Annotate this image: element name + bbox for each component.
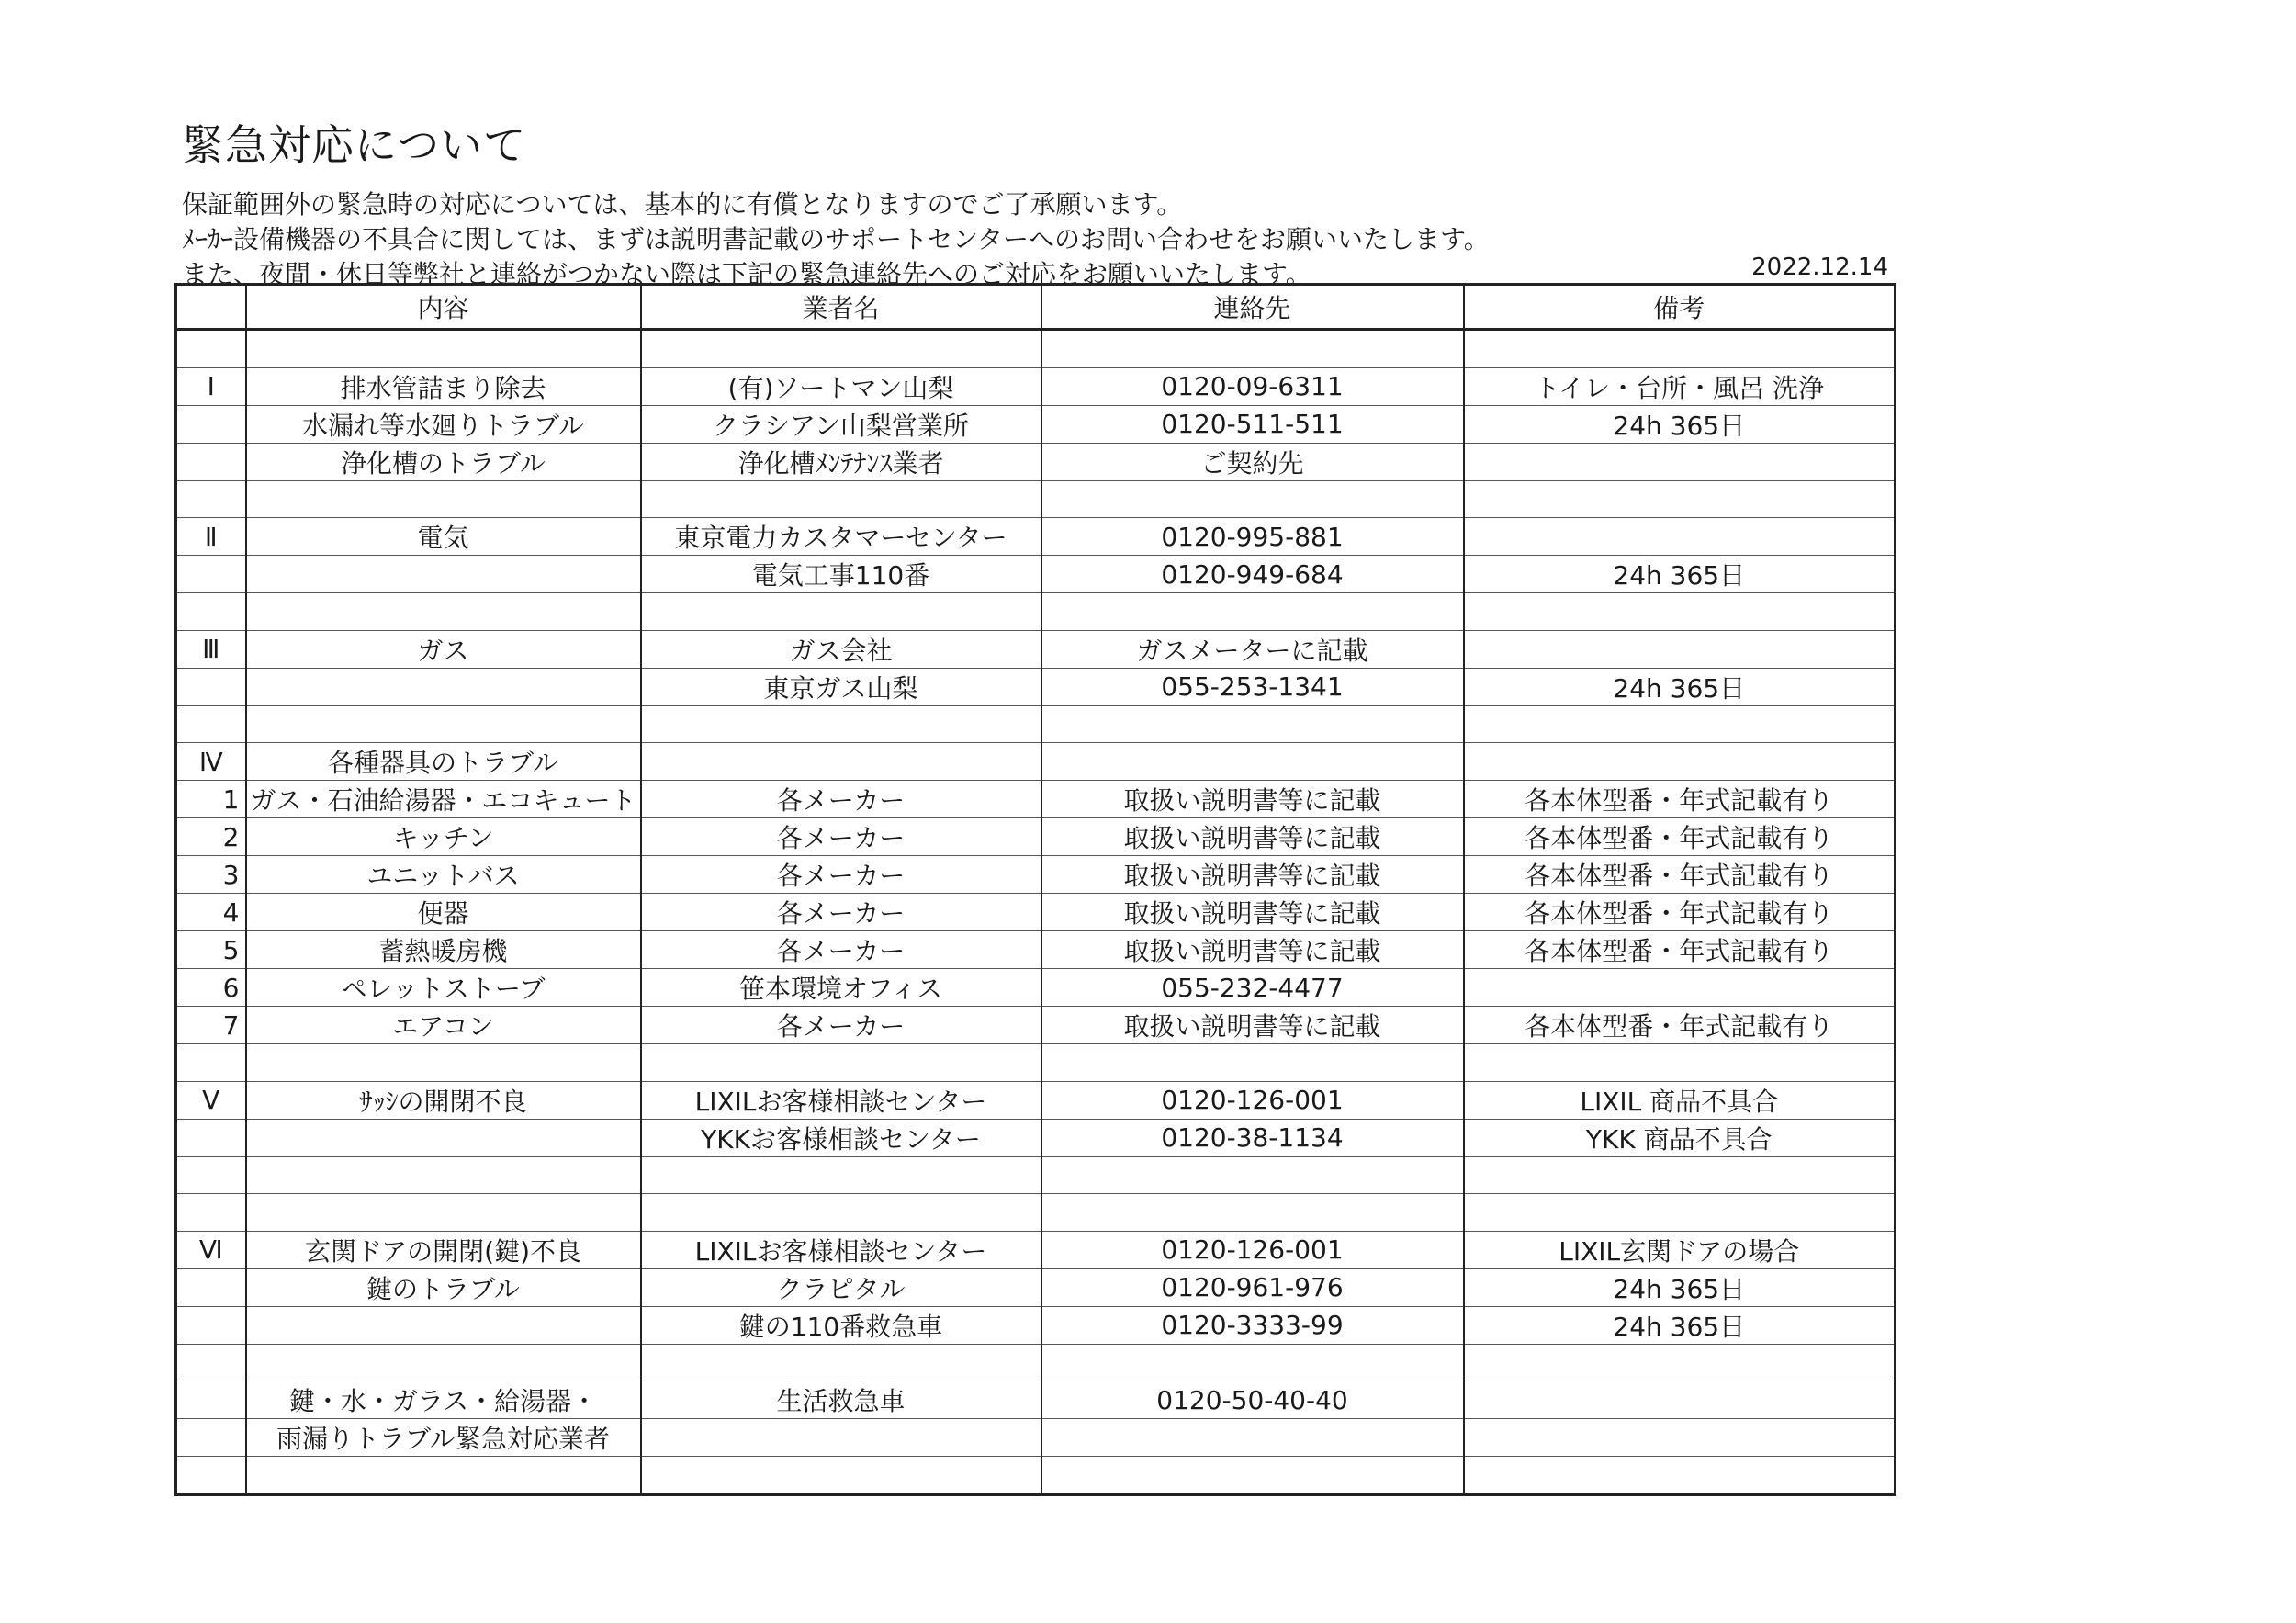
table-row bbox=[176, 1156, 1896, 1194]
cell-number: 1 bbox=[176, 781, 246, 818]
table-row bbox=[176, 969, 1896, 1007]
table-row bbox=[176, 1457, 1896, 1495]
cell-content bbox=[246, 1044, 641, 1082]
cell-remarks: 各本体型番・年式記載有り bbox=[1464, 781, 1896, 818]
cell-remarks bbox=[1464, 1381, 1896, 1419]
cell-remarks: 24h 365日 bbox=[1464, 668, 1896, 705]
cell-contact: 0120-50-40-40 bbox=[1041, 1381, 1464, 1419]
table-row bbox=[176, 818, 1896, 856]
cell-contact bbox=[1041, 593, 1464, 631]
cell-number: 4 bbox=[176, 894, 246, 931]
cell-remarks bbox=[1464, 630, 1896, 668]
cell-remarks: 各本体型番・年式記載有り bbox=[1464, 1007, 1896, 1044]
cell-number bbox=[176, 1156, 246, 1194]
cell-contact bbox=[1041, 1344, 1464, 1381]
cell-company: 笹本環境オフィス bbox=[641, 969, 1041, 1007]
cell-number bbox=[176, 705, 246, 743]
table-row bbox=[176, 1119, 1896, 1156]
cell-number bbox=[176, 668, 246, 705]
cell-number bbox=[176, 1381, 246, 1419]
cell-contact: 0120-09-6311 bbox=[1041, 367, 1464, 405]
cell-contact: 取扱い説明書等に記載 bbox=[1041, 931, 1464, 969]
cell-content bbox=[246, 1194, 641, 1232]
cell-contact: 0120-3333-99 bbox=[1041, 1306, 1464, 1344]
cell-company: クラシアン山梨営業所 bbox=[641, 405, 1041, 443]
cell-content: ガス・石油給湯器・エコキュート bbox=[246, 781, 641, 818]
table-row bbox=[176, 1419, 1896, 1457]
cell-content bbox=[246, 1344, 641, 1381]
cell-company: 東京ガス山梨 bbox=[641, 668, 1041, 705]
cell-remarks: LIXIL玄関ドアの場合 bbox=[1464, 1231, 1896, 1268]
cell-content bbox=[246, 1457, 641, 1495]
cell-content bbox=[246, 1119, 641, 1156]
cell-content bbox=[246, 593, 641, 631]
cell-contact: 055-232-4477 bbox=[1041, 969, 1464, 1007]
cell-company: 電気工事110番 bbox=[641, 556, 1041, 593]
cell-content: ペレットストーブ bbox=[246, 969, 641, 1007]
cell-number bbox=[176, 1419, 246, 1457]
cell-company: 浄化槽ﾒﾝﾃﾅﾝｽ業者 bbox=[641, 443, 1041, 480]
cell-remarks: 24h 365日 bbox=[1464, 556, 1896, 593]
cell-contact: 0120-38-1134 bbox=[1041, 1119, 1464, 1156]
cell-content: 電気 bbox=[246, 518, 641, 556]
cell-content bbox=[246, 330, 641, 368]
table-row bbox=[176, 367, 1896, 405]
cell-remarks bbox=[1464, 593, 1896, 631]
cell-number: Ⅳ bbox=[176, 743, 246, 781]
cell-content: ｻｯｼの開閉不良 bbox=[246, 1081, 641, 1119]
cell-contact bbox=[1041, 1194, 1464, 1232]
cell-content: 蓄熱暖房機 bbox=[246, 931, 641, 969]
cell-number: Ⅴ bbox=[176, 1081, 246, 1119]
cell-contact: 取扱い説明書等に記載 bbox=[1041, 894, 1464, 931]
table-row bbox=[176, 630, 1896, 668]
table-row bbox=[176, 1381, 1896, 1419]
cell-remarks bbox=[1464, 1156, 1896, 1194]
table-row bbox=[176, 1268, 1896, 1306]
cell-company: 生活救急車 bbox=[641, 1381, 1041, 1419]
cell-remarks bbox=[1464, 1457, 1896, 1495]
table-row bbox=[176, 894, 1896, 931]
cell-content: 鍵のトラブル bbox=[246, 1268, 641, 1306]
cell-number: 7 bbox=[176, 1007, 246, 1044]
cell-contact bbox=[1041, 480, 1464, 518]
cell-remarks: トイレ・台所・風呂 洗浄 bbox=[1464, 367, 1896, 405]
cell-number: 6 bbox=[176, 969, 246, 1007]
cell-contact bbox=[1041, 1457, 1464, 1495]
cell-number: Ⅱ bbox=[176, 518, 246, 556]
cell-remarks bbox=[1464, 1344, 1896, 1381]
cell-content bbox=[246, 480, 641, 518]
cell-company bbox=[641, 1457, 1041, 1495]
cell-company bbox=[641, 1419, 1041, 1457]
table-row bbox=[176, 1044, 1896, 1082]
cell-content: 便器 bbox=[246, 894, 641, 931]
cell-remarks bbox=[1464, 330, 1896, 368]
cell-remarks: LIXIL 商品不具合 bbox=[1464, 1081, 1896, 1119]
cell-remarks bbox=[1464, 480, 1896, 518]
cell-company: ガス会社 bbox=[641, 630, 1041, 668]
table-row bbox=[176, 668, 1896, 705]
table-header-row bbox=[176, 285, 1896, 330]
cell-company: 各メーカー bbox=[641, 1007, 1041, 1044]
cell-company bbox=[641, 1044, 1041, 1082]
cell-contact bbox=[1041, 1156, 1464, 1194]
intro-text bbox=[182, 187, 1908, 292]
table-row bbox=[176, 443, 1896, 480]
cell-contact bbox=[1041, 1419, 1464, 1457]
cell-number: 3 bbox=[176, 856, 246, 894]
cell-contact: 0120-126-001 bbox=[1041, 1231, 1464, 1268]
cell-content: 雨漏りトラブル緊急対応業者 bbox=[246, 1419, 641, 1457]
cell-number bbox=[176, 405, 246, 443]
cell-remarks bbox=[1464, 443, 1896, 480]
table-row bbox=[176, 330, 1896, 368]
cell-remarks bbox=[1464, 1194, 1896, 1232]
cell-content: 水漏れ等水廻りトラブル bbox=[246, 405, 641, 443]
cell-company bbox=[641, 743, 1041, 781]
table-row bbox=[176, 781, 1896, 818]
cell-content bbox=[246, 1306, 641, 1344]
cell-number bbox=[176, 480, 246, 518]
cell-content: エアコン bbox=[246, 1007, 641, 1044]
cell-contact bbox=[1041, 705, 1464, 743]
table-row bbox=[176, 405, 1896, 443]
cell-company bbox=[641, 330, 1041, 368]
cell-number bbox=[176, 1194, 246, 1232]
table-row bbox=[176, 931, 1896, 969]
cell-number bbox=[176, 556, 246, 593]
cell-number bbox=[176, 1457, 246, 1495]
cell-company bbox=[641, 480, 1041, 518]
cell-number bbox=[176, 330, 246, 368]
cell-company bbox=[641, 1194, 1041, 1232]
cell-contact: 取扱い説明書等に記載 bbox=[1041, 1007, 1464, 1044]
cell-remarks bbox=[1464, 969, 1896, 1007]
table-row bbox=[176, 1306, 1896, 1344]
cell-remarks bbox=[1464, 743, 1896, 781]
table-row bbox=[176, 593, 1896, 631]
header-remarks: 備考 bbox=[1464, 285, 1896, 330]
cell-contact bbox=[1041, 330, 1464, 368]
cell-remarks: 各本体型番・年式記載有り bbox=[1464, 931, 1896, 969]
cell-contact: ご契約先 bbox=[1041, 443, 1464, 480]
document-date: 2022.12.14 bbox=[1751, 254, 1888, 281]
cell-remarks bbox=[1464, 1419, 1896, 1457]
cell-remarks: 24h 365日 bbox=[1464, 1306, 1896, 1344]
cell-remarks bbox=[1464, 705, 1896, 743]
intro-line: ﾒｰｶｰ設備機器の不具合に関しては、まずは説明書記載のサポートセンターへのお問い合わせをお願いいたします。 bbox=[182, 224, 1490, 254]
cell-company: 各メーカー bbox=[641, 781, 1041, 818]
cell-company bbox=[641, 593, 1041, 631]
cell-content bbox=[246, 668, 641, 705]
cell-remarks bbox=[1464, 1044, 1896, 1082]
cell-remarks bbox=[1464, 518, 1896, 556]
cell-company: 各メーカー bbox=[641, 894, 1041, 931]
cell-contact: 取扱い説明書等に記載 bbox=[1041, 781, 1464, 818]
emergency-contact-table bbox=[174, 283, 1896, 1496]
cell-remarks: 各本体型番・年式記載有り bbox=[1464, 856, 1896, 894]
cell-content bbox=[246, 556, 641, 593]
table-row bbox=[176, 856, 1896, 894]
table-row bbox=[176, 743, 1896, 781]
cell-content bbox=[246, 705, 641, 743]
cell-remarks: YKK 商品不具合 bbox=[1464, 1119, 1896, 1156]
cell-number: Ⅲ bbox=[176, 630, 246, 668]
cell-company: 各メーカー bbox=[641, 818, 1041, 856]
cell-company bbox=[641, 705, 1041, 743]
cell-contact bbox=[1041, 1044, 1464, 1082]
cell-number bbox=[176, 1268, 246, 1306]
table-row bbox=[176, 1081, 1896, 1119]
table-row bbox=[176, 1231, 1896, 1268]
intro-line: また、夜間・休日等弊社と連絡がつかない際は下記の緊急連絡先へのご対応をお願いいたします。 bbox=[182, 259, 1311, 289]
cell-company: 各メーカー bbox=[641, 856, 1041, 894]
cell-number: 2 bbox=[176, 818, 246, 856]
cell-number bbox=[176, 1344, 246, 1381]
cell-company bbox=[641, 1156, 1041, 1194]
cell-number bbox=[176, 1044, 246, 1082]
table-row bbox=[176, 556, 1896, 593]
header-number bbox=[176, 285, 246, 330]
page-title: 緊急対応について bbox=[182, 120, 527, 170]
cell-company: YKKお客様相談センター bbox=[641, 1119, 1041, 1156]
cell-remarks: 各本体型番・年式記載有り bbox=[1464, 894, 1896, 931]
cell-contact: 0120-961-976 bbox=[1041, 1268, 1464, 1306]
table-row bbox=[176, 518, 1896, 556]
header-company: 業者名 bbox=[641, 285, 1041, 330]
table-row bbox=[176, 705, 1896, 743]
cell-company: 東京電力カスタマーセンター bbox=[641, 518, 1041, 556]
cell-company: LIXILお客様相談センター bbox=[641, 1081, 1041, 1119]
table-row bbox=[176, 1344, 1896, 1381]
cell-contact: 0120-511-511 bbox=[1041, 405, 1464, 443]
cell-content: キッチン bbox=[246, 818, 641, 856]
cell-company: クラピタル bbox=[641, 1268, 1041, 1306]
cell-contact: 取扱い説明書等に記載 bbox=[1041, 818, 1464, 856]
table-body bbox=[176, 330, 1896, 1495]
cell-number bbox=[176, 593, 246, 631]
cell-content: 玄関ドアの開閉(鍵)不良 bbox=[246, 1231, 641, 1268]
cell-contact: 0120-995-881 bbox=[1041, 518, 1464, 556]
table-row bbox=[176, 480, 1896, 518]
cell-number bbox=[176, 1306, 246, 1344]
cell-content: 浄化槽のトラブル bbox=[246, 443, 641, 480]
cell-company: LIXILお客様相談センター bbox=[641, 1231, 1041, 1268]
cell-number: Ⅰ bbox=[176, 367, 246, 405]
cell-contact: 0120-126-001 bbox=[1041, 1081, 1464, 1119]
cell-content: 各種器具のトラブル bbox=[246, 743, 641, 781]
cell-content: 鍵・水・ガラス・給湯器・ bbox=[246, 1381, 641, 1419]
cell-number: 5 bbox=[176, 931, 246, 969]
cell-contact: 055-253-1341 bbox=[1041, 668, 1464, 705]
cell-remarks: 各本体型番・年式記載有り bbox=[1464, 818, 1896, 856]
cell-remarks: 24h 365日 bbox=[1464, 1268, 1896, 1306]
cell-company: 各メーカー bbox=[641, 931, 1041, 969]
cell-company: 鍵の110番救急車 bbox=[641, 1306, 1041, 1344]
table-row bbox=[176, 1007, 1896, 1044]
table-row bbox=[176, 1194, 1896, 1232]
cell-contact: 取扱い説明書等に記載 bbox=[1041, 856, 1464, 894]
cell-contact bbox=[1041, 743, 1464, 781]
cell-company bbox=[641, 1344, 1041, 1381]
header-contact: 連絡先 bbox=[1041, 285, 1464, 330]
intro-line: 保証範囲外の緊急時の対応については、基本的に有償となりますのでご了承願います。 bbox=[182, 189, 1183, 220]
cell-contact: 0120-949-684 bbox=[1041, 556, 1464, 593]
cell-content bbox=[246, 1156, 641, 1194]
cell-content: ユニットバス bbox=[246, 856, 641, 894]
header-content: 内容 bbox=[246, 285, 641, 330]
cell-content: ガス bbox=[246, 630, 641, 668]
cell-number bbox=[176, 443, 246, 480]
cell-contact: ガスメーターに記載 bbox=[1041, 630, 1464, 668]
cell-company: (有)ソートマン山梨 bbox=[641, 367, 1041, 405]
cell-number bbox=[176, 1119, 246, 1156]
cell-number: Ⅵ bbox=[176, 1231, 246, 1268]
cell-remarks: 24h 365日 bbox=[1464, 405, 1896, 443]
cell-content: 排水管詰まり除去 bbox=[246, 367, 641, 405]
